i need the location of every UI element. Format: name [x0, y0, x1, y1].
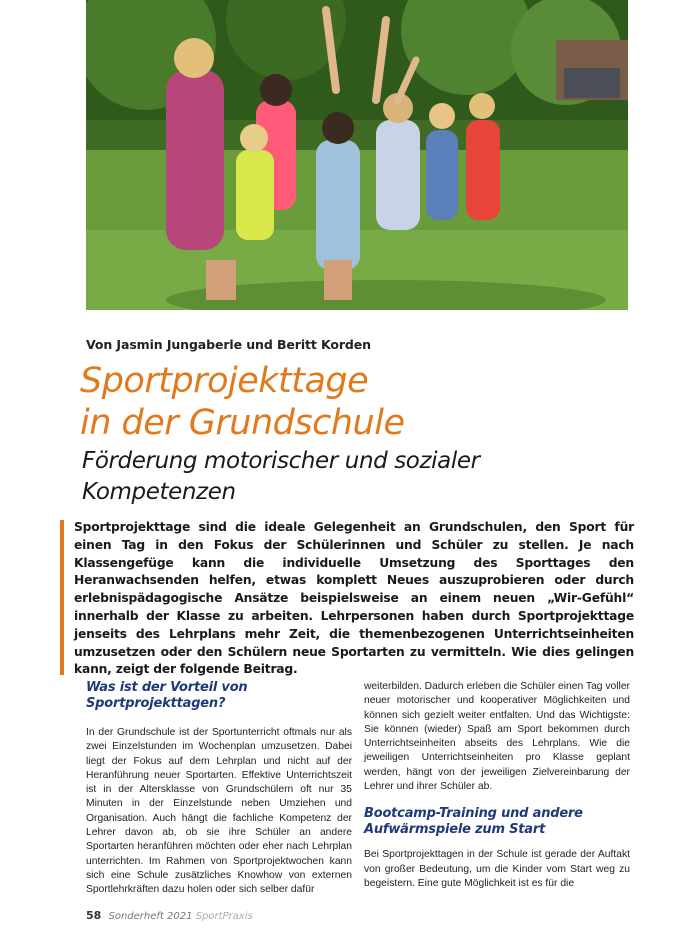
title-line-2: in der Grundschule: [80, 403, 405, 443]
section-heading-bootcamp: Bootcamp-Training und andere Aufwärmspiele zum Start: [364, 806, 583, 838]
byline: Von Jasmin Jungaberle und Beritt Korden: [86, 337, 371, 352]
article-title: [80, 360, 640, 444]
subtitle-line-2: Kompetenzen: [82, 479, 236, 505]
body-paragraph-continued: weiterbilden. Dadurch erleben die Schüler einen Tag voller neuer motorischer und kooperativer Möglichkeiten und können sich gezielt weiter entfalten. Und das Wichtigste: Sie können (wieder) Spaß am Sport bekommen durch Unterrichtseinheiten abseits des Lehrplans. Wie die jeweiligen Unterrichtseinheiten pro Klasse geplant werden, hängt von der jeweiligen Zielvereinbarung der Lehrer und ihrer Schüler ab.: [364, 681, 630, 793]
title-line-1: Sportprojekttage: [80, 361, 369, 401]
body-paragraph-advantages: In der Grundschule ist der Sportunterricht oftmals nur als zwei Einzelstunden im Wochenplan umzusetzen. Dabei liegt der Fokus auf dem Lehrplan und nicht auf der Heranführung neuer Sportarten. Effektive Unterrichtszeit ist in der Altersklasse von Grundschülern oft nur 35 Minuten in der Einzelstunde neben Umziehen und Organisation. Auch hängt die fachliche Kompetenz der Lehrer davon ab, ob sie ihre Schüler an andere Sportarten heranführen möchten oder eher nach Lehrplan unterrichten. Im Rahmen von Sportprojektwochen kann sich eine Schule zusätzliches Knowhow von externen Sportlehrkräften dazu holen oder sich selber dafür: [86, 727, 352, 896]
column-left: [86, 680, 352, 898]
issue-label: Sonderheft 2021: [108, 911, 193, 922]
page-number: 58: [86, 909, 102, 922]
brand-label: SportPraxis: [195, 911, 253, 922]
subtitle-line-1: Förderung motorischer und sozialer: [82, 448, 480, 474]
section-heading-advantages: Was ist der Vorteil von Sportprojekttagen?: [86, 680, 248, 711]
body-paragraph-bootcamp: Bei Sportprojekttagen in der Schule ist gerade der Auftakt von großer Bedeutung, um die Kinder vom Start weg zu begeistern. Eine gute Möglichkeit ist es für die: [364, 849, 630, 889]
lead-paragraph: Sportprojekttage sind die ideale Gelegenheit an Grundschulen, den Sport für einen Tag in den Fokus der Schülerinnen und Schüler zu stellen. Je nach Klassengefüge kann die individuelle Umsetzung des Sporttages den Heranwachsenden helfen, etwas komplett Neues auszuprobieren oder durch erlebnispädagogische Ansätze beispielsweise an einem neuen „Wir-Gefühl“ innerhalb der Klasse zu arbeiten. Lehrpersonen haben durch Sportprojekttage jenseits des Lehrplans mehr Zeit, die themenbezogenen Unterrichtseinheiten umzusetzen oder den Schülern neue Sportarten zu vermitteln. Wie dies gelingen kann, zeigt der folgende Beitrag.: [74, 520, 634, 677]
photo-illustration: [86, 0, 628, 310]
column-right: [364, 680, 630, 903]
lead-accent-bar: [60, 520, 64, 675]
page-footer: [86, 909, 253, 922]
article-subtitle: [82, 446, 622, 508]
group-photo: [86, 0, 628, 310]
